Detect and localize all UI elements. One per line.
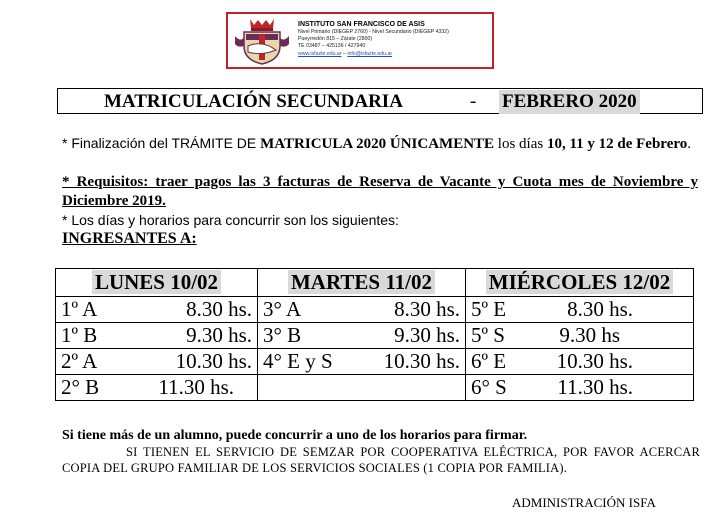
table-row [56, 297, 694, 323]
signature-administration: ADMINISTRACIÓN ISFA [512, 495, 656, 510]
schedule-cell: 2° B 11.30 hs. [56, 375, 258, 401]
deadline-text-c: los días [494, 136, 547, 152]
deadline-text-e: . [687, 136, 691, 152]
note-semzar-service: SI TIENEN EL SERVICIO DE SEMZAR POR COOPERATIVA ELÉCTRICA, POR FAVOR ACERCAR COPIA DEL GRUPO FAMILIAR DE LOS SERVICIOS SOCIALES (1 COPIA POR FAMILIA). [62, 445, 700, 475]
table-row [56, 375, 694, 401]
incoming-heading: INGRESANTES A: [62, 230, 197, 247]
deadline-text-b: MATRICULA 2020 ÚNICAMENTE [260, 136, 495, 152]
schedule-cell: 5º E 8.30 hs. [466, 297, 694, 323]
document-title [57, 88, 703, 114]
institution-header [226, 12, 494, 69]
deadline-dates: 10, 11 y 12 de Febrero [546, 136, 688, 152]
title-main: MATRICULACIÓN SECUNDARIA [104, 91, 403, 112]
institution-levels: Nivel Primario (DIEGEP 2760) - Nivel Secundario (DIEGEP 4332) [298, 29, 449, 35]
web-separator: – [341, 50, 348, 57]
institution-info [298, 20, 494, 58]
institution-web [298, 51, 494, 58]
title-dash: - [470, 91, 477, 112]
note-multiple-students: Si tiene más de un alumno, puede concurrir a uno de los horarios para firmar. [62, 428, 528, 443]
table-row [56, 349, 694, 375]
header-tuesday: MARTES 11/02 [258, 269, 466, 297]
requirements-end: . [162, 193, 166, 209]
schedule-cell: 2º A 10.30 hs. [56, 349, 258, 375]
requirements-text: * Requisitos: traer pagos las 3 facturas de Reserva de Vacante y Cuota mes de Noviembre y Diciembre 2019 [62, 174, 698, 209]
schedule-cell: 5º S 9.30 hs [466, 323, 694, 349]
schedule-cell: 6° S 11.30 hs. [466, 375, 694, 401]
email-link[interactable]: info@isfazte.edu.ar [347, 50, 393, 57]
paragraph-requirements [62, 173, 698, 211]
paragraph-deadline [62, 134, 698, 154]
institution-name: INSTITUTO SAN FRANCISCO DE ASIS [298, 21, 425, 28]
table-row [56, 323, 694, 349]
schedule-cell: 1º B 9.30 hs. [56, 323, 258, 349]
schedule-cell: 3° B 9.30 hs. [258, 323, 466, 349]
title-period: FEBRERO 2020 [499, 90, 640, 114]
schedule-cell: 3° A 8.30 hs. [258, 297, 466, 323]
school-crest-logo [232, 16, 292, 66]
institution-address: Pueyrredón 815 – Zárate (2800) [298, 36, 373, 43]
deadline-text-a: * Finalización del TRÁMITE DE [62, 135, 261, 151]
schedule-table [55, 268, 694, 401]
paragraph-schedule-intro: * Los días y horarios para concurrir son los siguientes: [62, 212, 399, 228]
schedule-header-row [56, 269, 694, 297]
website-link[interactable]: www.isfazte.edu.ar [298, 50, 342, 57]
schedule-cell: 4° E y S 10.30 hs. [258, 349, 466, 375]
schedule-cell: 1º A 8.30 hs. [56, 297, 258, 323]
institution-phone: TE 03487 – 425136 / 427940 [298, 43, 366, 50]
header-wednesday: MIÉRCOLES 12/02 [466, 269, 694, 297]
header-monday: LUNES 10/02 [56, 269, 258, 297]
schedule-cell-empty [258, 375, 466, 401]
schedule-cell: 6º E 10.30 hs. [466, 349, 694, 375]
